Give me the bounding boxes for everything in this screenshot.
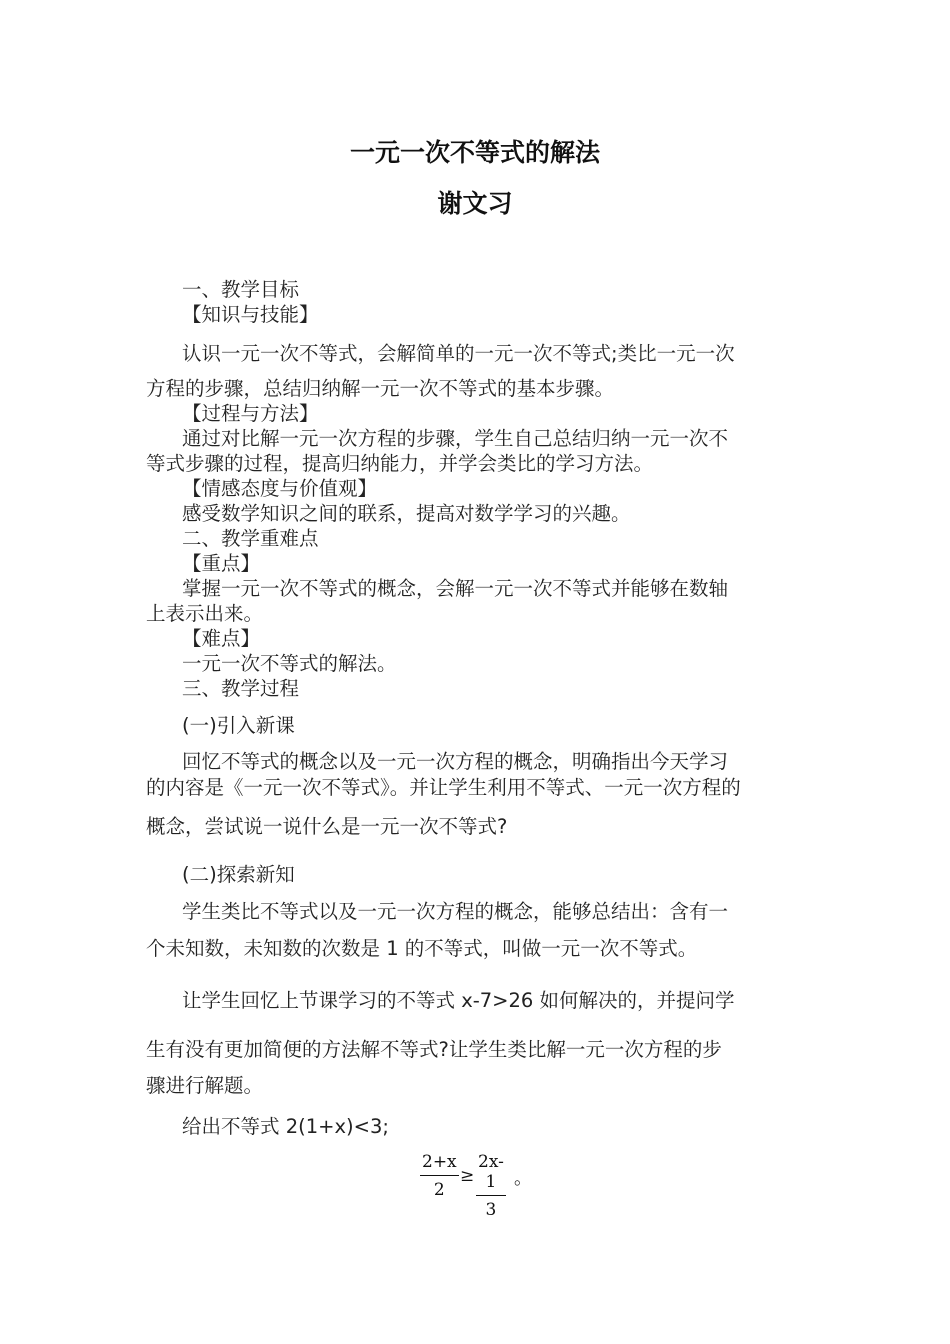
paragraph-line: 骤进行解题。: [146, 1074, 264, 1097]
paragraph-line: 等式步骤的过程，提高归纳能力，并学会类比的学习方法。: [146, 452, 654, 475]
section-heading-goals: 一、教学目标: [182, 278, 300, 301]
left-denominator: 2: [433, 1180, 445, 1200]
paragraph-line: 方程的步骤，总结归纳解一元一次不等式的基本步骤。: [146, 377, 615, 400]
paragraph-line: 掌握一元一次不等式的概念，会解一元一次不等式并能够在数轴: [182, 577, 729, 600]
right-fraction: [476, 1152, 506, 1220]
left-numerator: 2+x: [420, 1152, 459, 1176]
paragraph-line: 上表示出来。: [146, 602, 264, 625]
section-heading-process: 三、教学过程: [182, 677, 300, 700]
paragraph-line: 让学生回忆上节课学习的不等式 x-7>26 如何解决的，并提问学: [182, 989, 735, 1012]
subheading-process-method: 【过程与方法】: [182, 402, 319, 425]
right-numerator: 2x-1: [476, 1152, 506, 1196]
paragraph-line: 一元一次不等式的解法。: [182, 652, 397, 675]
subheading-introduction: (一)引入新课: [182, 714, 295, 737]
paragraph-line: 学生类比不等式以及一元一次方程的概念，能够总结出：含有一: [182, 900, 729, 923]
document-title: 一元一次不等式的解法: [349, 138, 600, 167]
paragraph-line: 感受数学知识之间的联系，提高对数学学习的兴趣。: [182, 502, 631, 525]
document-author: 谢文习: [437, 189, 513, 218]
subheading-knowledge-skills: 【知识与技能】: [182, 303, 319, 326]
subheading-attitude-values: 【情感态度与价值观】: [182, 477, 378, 500]
subheading-explore: (二)探索新知: [182, 863, 295, 886]
subheading-difficulty: 【难点】: [182, 627, 261, 650]
subheading-key-point: 【重点】: [182, 552, 261, 575]
section-heading-key-points: 二、教学重难点: [182, 527, 319, 550]
right-denominator: 3: [485, 1200, 497, 1220]
paragraph-line: 通过对比解一元一次方程的步骤，学生自己总结归纳一元一次不: [182, 427, 729, 450]
left-fraction: [420, 1152, 459, 1200]
paragraph-line: 认识一元一次不等式，会解简单的一元一次不等式;类比一元一次: [182, 342, 735, 365]
paragraph-line: 概念，尝试说一说什么是一元一次不等式?: [146, 815, 508, 838]
paragraph-line: 给出不等式 2(1+x)<3;: [182, 1115, 389, 1138]
paragraph-line: 回忆不等式的概念以及一元一次方程的概念，明确指出今天学习: [182, 750, 729, 773]
formula-end-mark: 。: [514, 1168, 532, 1189]
paragraph-line: 的内容是《一元一次不等式》。并让学生利用不等式、一元一次方程的: [146, 776, 741, 799]
paragraph-line: 生有没有更加简便的方法解不等式?让学生类比解一元一次方程的步: [146, 1038, 722, 1061]
relation-sign: ≥: [460, 1166, 475, 1186]
paragraph-line: 个未知数，未知数的次数是 1 的不等式，叫做一元一次不等式。: [146, 937, 698, 960]
